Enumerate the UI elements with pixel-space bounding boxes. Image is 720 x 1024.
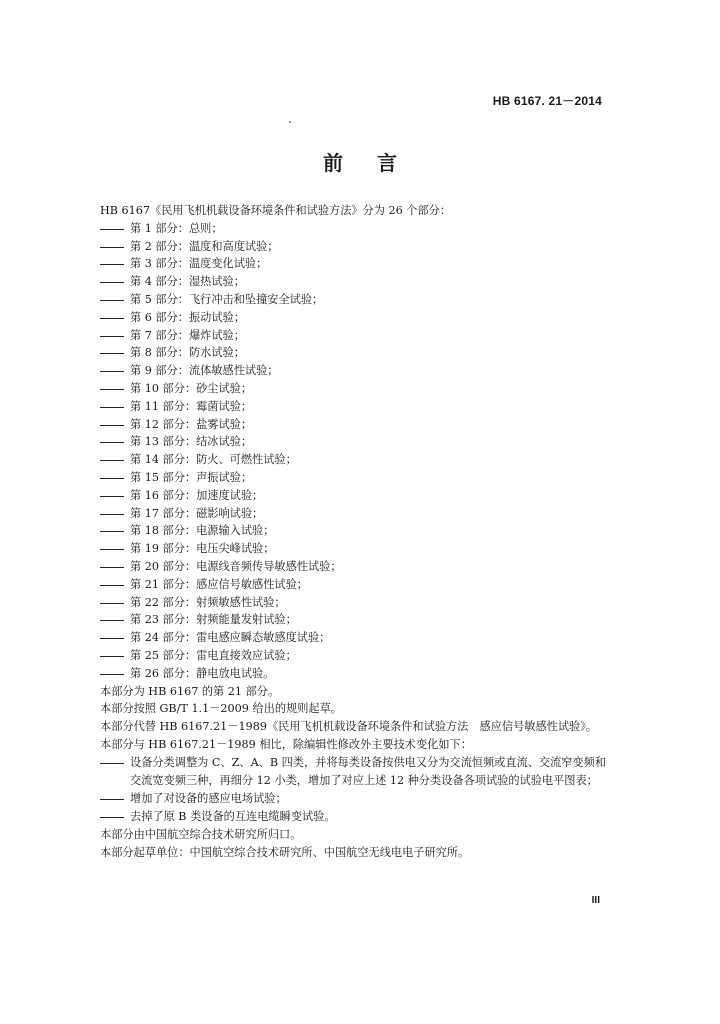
em-dash-marker xyxy=(100,389,124,390)
em-dash-marker xyxy=(100,603,124,604)
part-item-text: 第 9 部分：流体敏感性试验； xyxy=(130,364,279,378)
em-dash-marker xyxy=(100,763,124,764)
change-item xyxy=(100,808,610,826)
standard-number: HB 6167. 21－2014 xyxy=(492,94,602,108)
em-dash-marker xyxy=(100,229,124,230)
part-item-text: 第 12 部分：盐雾试验； xyxy=(130,417,253,431)
part-item-text: 第 20 部分：电源线音频传导敏感性试验； xyxy=(130,559,342,573)
part-item xyxy=(100,291,610,309)
part-item-text: 第 16 部分：加速度试验； xyxy=(130,488,264,502)
part-item xyxy=(100,469,610,487)
em-dash-marker xyxy=(100,336,124,337)
change-item-text: 增加了对设备的感应电场试验； xyxy=(130,791,287,805)
part-item-text: 第 22 部分：射频敏感性试验； xyxy=(130,595,286,609)
em-dash-marker xyxy=(100,531,124,532)
change-item-text: 去掉了原 B 类设备的互连电缆瞬变试验。 xyxy=(130,809,336,823)
em-dash-marker xyxy=(100,318,124,319)
em-dash-marker xyxy=(100,353,124,354)
part-item xyxy=(100,594,610,612)
part-item-text: 第 21 部分：感应信号敏感性试验； xyxy=(130,577,308,591)
part-item-text: 第 1 部分：总则； xyxy=(130,221,223,235)
foreword-body xyxy=(100,202,610,861)
part-item xyxy=(100,576,610,594)
part-item xyxy=(100,255,610,273)
em-dash-marker xyxy=(100,799,124,800)
part-item-text: 第 18 部分：电源输入试验； xyxy=(130,524,275,538)
page-title xyxy=(0,147,720,176)
part-item-text: 第 23 部分：射频能量发射试验； xyxy=(130,613,297,627)
changes-list xyxy=(100,754,610,826)
change-item-text: 设备分类调整为 C、Z、A、B 四类，并将每类设备按供电又分为交流恒频或直流、交流窄变频和交流宽变频三种，再细分 12 小类，增加了对应上述 12 种分类设备各项试验的试验电平图表； xyxy=(130,755,607,787)
em-dash-marker xyxy=(100,567,124,568)
part-item xyxy=(100,540,610,558)
part-item xyxy=(100,327,610,345)
parts-list xyxy=(100,220,610,683)
part-item-text: 第 24 部分：雷电感应瞬态敏感度试验； xyxy=(130,631,331,645)
part-item-text: 第 7 部分：爆炸试验； xyxy=(130,328,245,342)
part-item xyxy=(100,344,610,362)
part-item xyxy=(100,309,610,327)
replaces-statement: 本部分代替 HB 6167.21－1989《民用飞机机载设备环境条件和试验方法 感应信号敏感性试验》。 xyxy=(100,720,597,734)
change-item xyxy=(100,754,610,790)
em-dash-marker xyxy=(100,674,124,675)
em-dash-marker xyxy=(100,282,124,283)
part-item xyxy=(100,398,610,416)
em-dash-marker xyxy=(100,407,124,408)
part-item-text: 第 26 部分：静电放电试验。 xyxy=(130,666,275,680)
part-item xyxy=(100,611,610,629)
drafting-units-statement: 本部分起草单位：中国航空综合技术研究所、中国航空无线电电子研究所。 xyxy=(100,845,470,859)
em-dash-marker xyxy=(100,442,124,443)
change-item xyxy=(100,790,610,808)
em-dash-marker xyxy=(100,656,124,657)
part-item xyxy=(100,505,610,523)
part-item xyxy=(100,451,610,469)
part-item-text: 第 6 部分：振动试验； xyxy=(130,310,245,324)
part-of-statement: 本部分为 HB 6167 的第 21 部分。 xyxy=(100,684,280,698)
em-dash-marker xyxy=(100,585,124,586)
compared-statement: 本部分与 HB 6167.21－1989 相比，除编辑性修改外主要技术变化如下： xyxy=(100,737,472,751)
part-item-text: 第 3 部分：温度变化试验； xyxy=(130,257,268,271)
part-item xyxy=(100,220,610,238)
part-item-text: 第 11 部分：霉菌试验； xyxy=(130,399,253,413)
part-item xyxy=(100,380,610,398)
drafted-per-statement: 本部分按照 GB/T 1.1－2009 给出的规则起草。 xyxy=(100,702,342,716)
part-item xyxy=(100,416,610,434)
em-dash-marker xyxy=(100,514,124,515)
em-dash-marker xyxy=(100,371,124,372)
intro-line: HB 6167《民用飞机机载设备环境条件和试验方法》分为 26 个部分： xyxy=(100,204,452,217)
em-dash-marker xyxy=(100,460,124,461)
part-item xyxy=(100,238,610,256)
title-char-2: 言 xyxy=(377,151,397,175)
part-item-text: 第 14 部分：防火、可燃性试验； xyxy=(130,453,297,467)
em-dash-marker xyxy=(100,264,124,265)
part-item xyxy=(100,522,610,540)
part-item xyxy=(100,665,610,683)
part-item xyxy=(100,362,610,380)
em-dash-marker xyxy=(100,300,124,301)
part-item-text: 第 8 部分：防水试验； xyxy=(130,346,245,360)
part-item-text: 第 19 部分：电压尖峰试验； xyxy=(130,542,275,556)
part-item-text: 第 5 部分：飞行冲击和坠撞安全试验； xyxy=(130,292,324,306)
em-dash-marker xyxy=(100,478,124,479)
title-char-1: 前 xyxy=(323,151,343,175)
em-dash-marker xyxy=(100,496,124,497)
part-item-text: 第 25 部分：雷电直接效应试验； xyxy=(130,648,297,662)
em-dash-marker xyxy=(100,247,124,248)
part-item-text: 第 17 部分：磁影响试验； xyxy=(130,506,264,520)
managed-by-statement: 本部分由中国航空综合技术研究所归口。 xyxy=(100,827,302,841)
em-dash-marker xyxy=(100,620,124,621)
scan-speck xyxy=(289,121,291,123)
part-item xyxy=(100,273,610,291)
part-item-text: 第 4 部分：湿热试验； xyxy=(130,275,245,289)
part-item-text: 第 13 部分：结冰试验； xyxy=(130,435,253,449)
page-number: III xyxy=(591,895,600,906)
part-item-text: 第 15 部分：声振试验； xyxy=(130,470,253,484)
part-item xyxy=(100,647,610,665)
part-item-text: 第 2 部分：温度和高度试验； xyxy=(130,239,279,253)
em-dash-marker xyxy=(100,425,124,426)
em-dash-marker xyxy=(100,549,124,550)
part-item xyxy=(100,558,610,576)
em-dash-marker xyxy=(100,638,124,639)
em-dash-marker xyxy=(100,817,124,818)
part-item-text: 第 10 部分：砂尘试验； xyxy=(130,381,253,395)
part-item xyxy=(100,487,610,505)
part-item xyxy=(100,433,610,451)
part-item xyxy=(100,629,610,647)
